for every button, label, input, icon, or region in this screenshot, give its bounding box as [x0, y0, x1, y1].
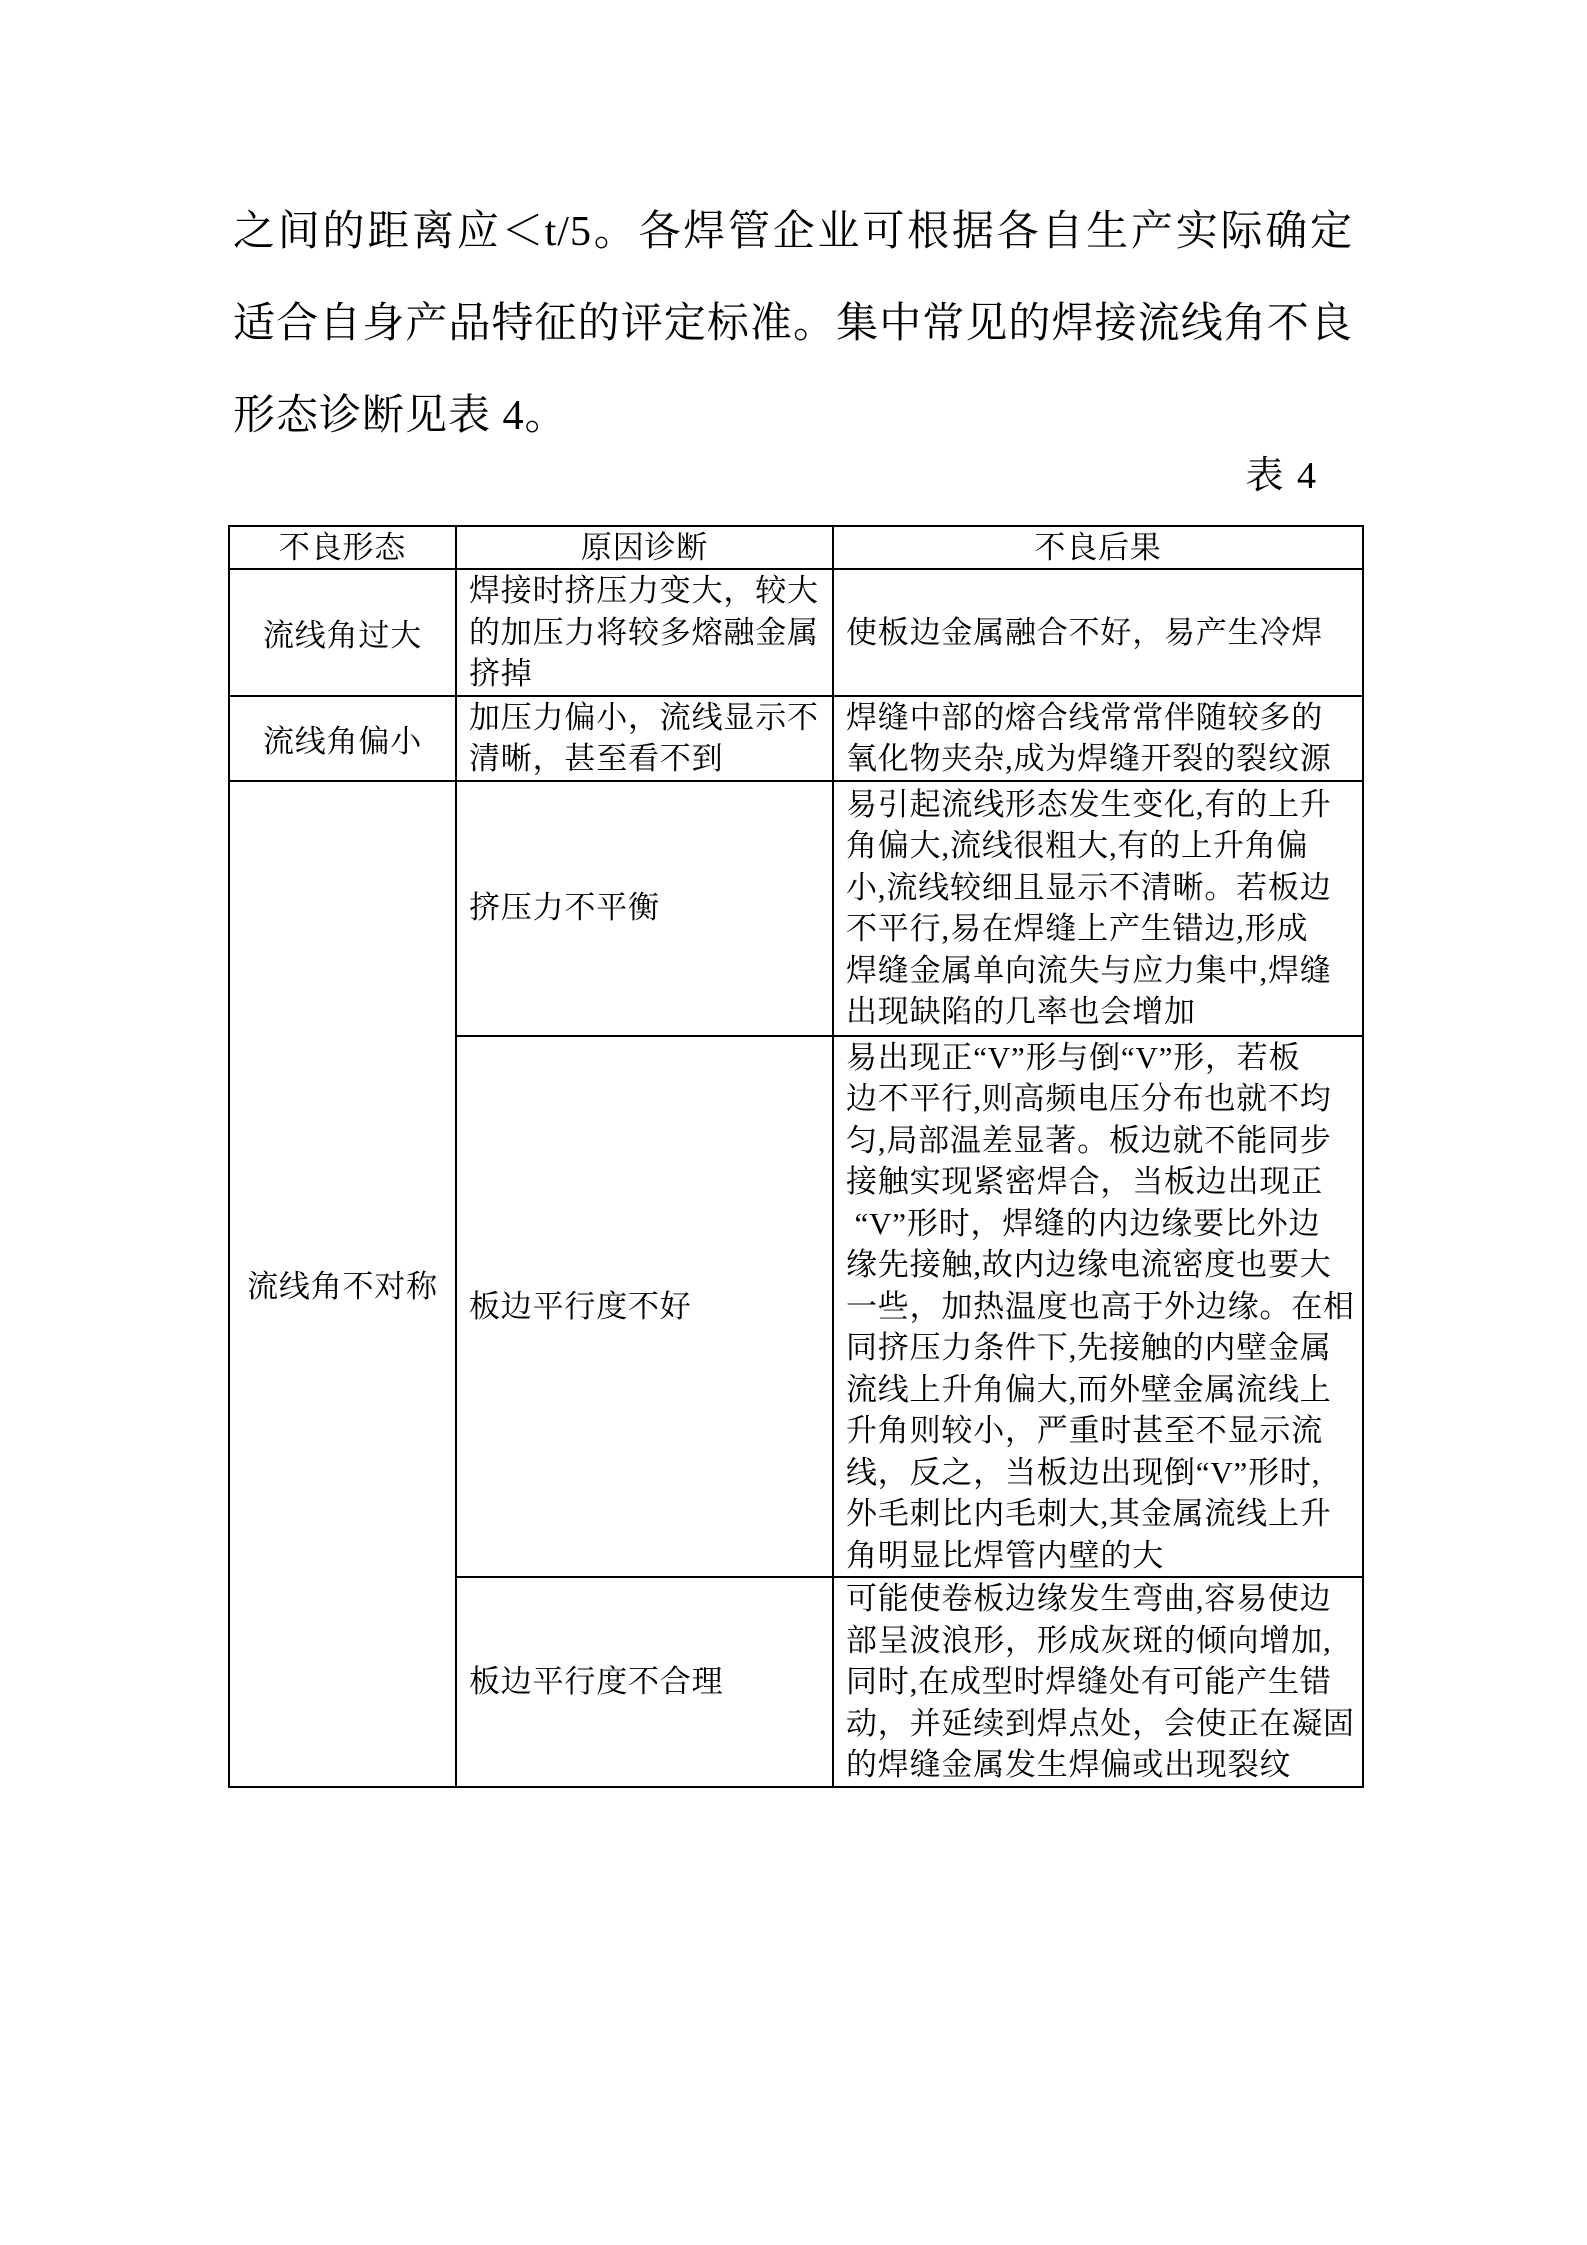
text-line: 边不平行,则高频电压分布也就不均 — [846, 1081, 1332, 1116]
header-effect: 不良后果 — [833, 526, 1363, 569]
text-line: 板边平行度不合理 — [469, 1664, 724, 1699]
text-line: 清晰，甚至看不到 — [469, 741, 724, 776]
text-line: 可能使卷板边缘发生弯曲,容易使边 — [846, 1581, 1332, 1616]
text-line: 板边平行度不好 — [469, 1288, 692, 1324]
body-paragraph — [233, 186, 1353, 462]
header-defect-form: 不良形态 — [229, 526, 456, 569]
text-line: 线，反之，当板边出现倒“V”形时, — [846, 1454, 1321, 1490]
cell-cause — [456, 781, 833, 1036]
cell-defect-form: 流线角过大 — [229, 569, 456, 696]
paragraph-line-2: 适合自身产品特征的评定标准。集中常见的焊接流线角不良 — [233, 301, 1353, 347]
cell-effect — [833, 696, 1363, 781]
cell-cause — [456, 696, 833, 781]
text-line: 同挤压力条件下,先接触的内壁金属 — [846, 1330, 1332, 1365]
table-caption: 表 4 — [1245, 455, 1318, 497]
text-line: 出现缺陷的几率也会增加 — [846, 994, 1196, 1029]
cell-cause — [456, 569, 833, 696]
cell-cause — [456, 1036, 833, 1578]
cell-effect — [833, 1577, 1363, 1787]
text-line: 挤掉 — [469, 656, 533, 691]
cell-defect-form-merged: 流线角不对称 — [229, 781, 456, 1787]
text-line: 匀,局部温差显著。板边就不能同步 — [846, 1122, 1332, 1158]
header-cause: 原因诊断 — [456, 526, 833, 569]
cell-cause — [456, 1577, 833, 1787]
text-line: 的焊缝金属发生焊偏或出现裂纹 — [846, 1747, 1292, 1782]
text-line: 使板边金属融合不好，易产生冷焊 — [846, 614, 1323, 650]
text-line: 部呈波浪形，形成灰斑的倾向增加, — [846, 1622, 1332, 1658]
text-line: 氧化物夹杂,成为焊缝开裂的裂纹源 — [846, 741, 1332, 776]
text-line: 角偏大,流线很粗大,有的上升角偏 — [846, 828, 1309, 863]
text-line: 不平行,易在焊缝上产生错边,形成 — [846, 911, 1309, 946]
text-line: 加压力偏小，流线显示不 — [469, 699, 819, 735]
text-line: 易引起流线形态发生变化,有的上升 — [846, 786, 1332, 822]
cell-defect-form: 流线角偏小 — [229, 696, 456, 781]
text-line: 接触实现紧密焊合，当板边出现正 — [846, 1164, 1323, 1199]
table-row-overlarge-angle — [229, 569, 1363, 696]
table-row-small-angle — [229, 696, 1363, 781]
cell-effect — [833, 569, 1363, 696]
text-line: 小,流线较细且显示不清晰。若板边 — [846, 869, 1332, 905]
text-line: 焊接时挤压力变大，较大 — [469, 573, 819, 608]
text-line: 同时,在成型时焊缝处有可能产生错 — [846, 1664, 1332, 1699]
table-row-asymmetric-angle-1 — [229, 781, 1363, 1036]
defect-table — [228, 525, 1364, 1788]
text-line: 流线上升角偏大,而外壁金属流线上 — [846, 1371, 1332, 1407]
text-line: 动，并延续到焊点处，会使正在凝固 — [846, 1705, 1355, 1741]
text-line: 升角则较小，严重时甚至不显示流 — [846, 1413, 1323, 1448]
text-line: 角明显比焊管内壁的大 — [846, 1537, 1164, 1573]
table-header-row — [229, 526, 1363, 569]
cell-effect — [833, 1036, 1363, 1578]
text-line: 一些，加热温度也高于外边缘。在相 — [846, 1288, 1355, 1324]
paragraph-line-1: 之间的距离应＜t/5。各焊管企业可根据各自生产实际确定 — [233, 209, 1353, 255]
text-line: 焊缝中部的熔合线常常伴随较多的 — [846, 699, 1323, 735]
paragraph-line-3: 形态诊断见表 4。 — [233, 393, 568, 439]
text-line: 易出现正“V”形与倒“V”形，若板 — [846, 1039, 1301, 1075]
text-line: 焊缝金属单向流失与应力集中,焊缝 — [846, 952, 1332, 988]
text-line: 的加压力将较多熔融金属 — [469, 614, 819, 650]
text-line: 挤压力不平衡 — [469, 890, 660, 926]
text-line: 缘先接触,故内边缘电流密度也要大 — [846, 1247, 1332, 1282]
text-line: 外毛刺比内毛刺大,其金属流线上升 — [846, 1496, 1332, 1531]
text-line: “V”形时，焊缝的内边缘要比外边 — [846, 1205, 1321, 1241]
cell-effect — [833, 781, 1363, 1036]
